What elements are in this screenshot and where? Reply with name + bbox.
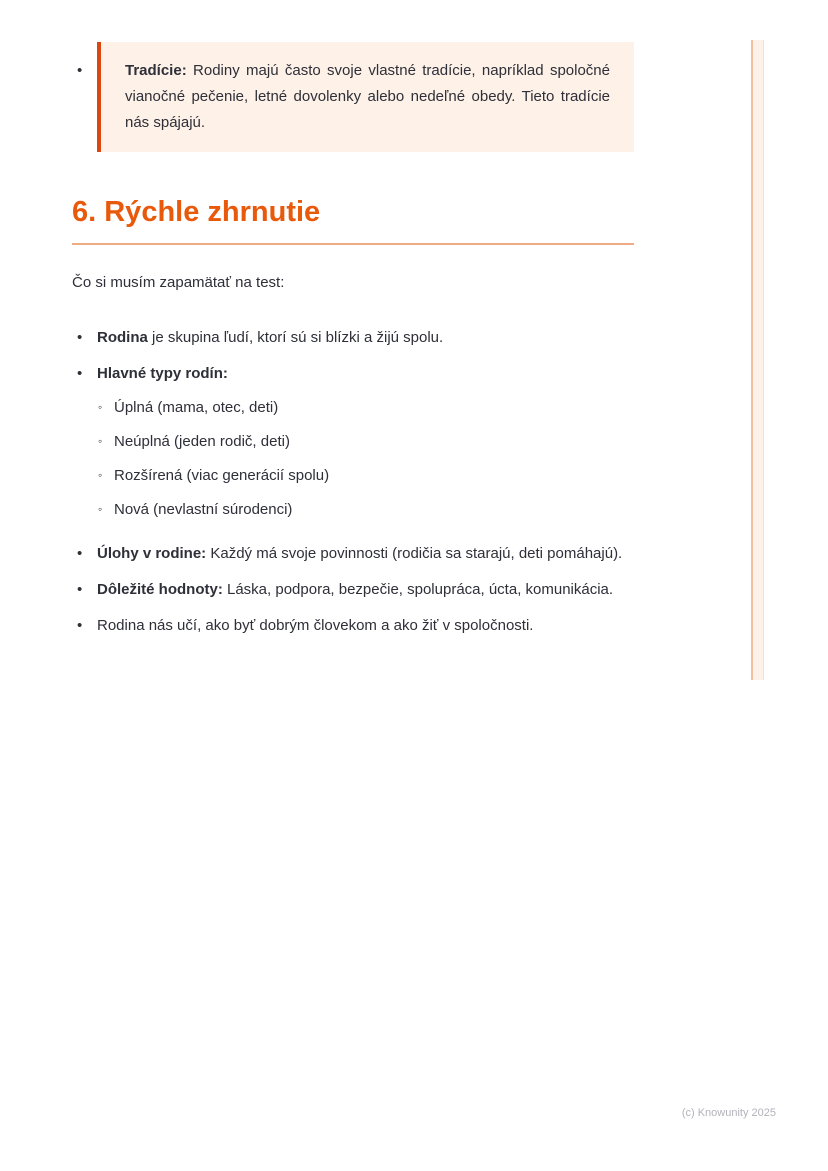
list-item-hodnoty	[72, 577, 634, 603]
list-item-body	[97, 541, 634, 567]
family-types-sublist	[97, 395, 634, 522]
sub-list-item	[97, 429, 634, 454]
list-item-body	[97, 325, 634, 351]
bullet-icon: •	[77, 581, 83, 598]
list-item-zaver	[72, 613, 634, 639]
sub-item-text: Úplná (mama, otec, deti)	[114, 399, 279, 416]
intro-text: Čo si musím zapamätať na test:	[72, 274, 285, 291]
callout-label: Tradície:	[125, 62, 187, 79]
item-bold: Dôležité hodnoty:	[97, 581, 223, 598]
callout-list-item	[72, 42, 634, 152]
list-item-text	[97, 541, 634, 567]
bullet-icon: •	[77, 62, 83, 79]
item-rest: Každý má svoje povinnosti (rodičia sa starajú, deti pomáhajú).	[206, 545, 623, 562]
list-item-body	[97, 577, 634, 603]
sub-item-text: Rozšírená (viac generácií spolu)	[114, 467, 330, 484]
sub-list-item	[97, 497, 634, 522]
list-item-text	[97, 325, 634, 351]
list-item-typy-rodin	[72, 361, 634, 531]
bullet-icon: •	[77, 329, 83, 346]
list-item-text	[97, 577, 634, 603]
list-item-body	[97, 613, 634, 639]
circle-bullet-icon: ◦	[98, 400, 103, 414]
item-bold: Úlohy v rodine:	[97, 545, 207, 562]
bullet-icon: •	[77, 365, 83, 382]
bullet-icon: •	[77, 545, 83, 562]
list-item-body	[97, 361, 634, 531]
item-bold: Rodina	[97, 329, 148, 346]
circle-bullet-icon: ◦	[98, 502, 103, 516]
page-edge-decoration	[751, 40, 764, 680]
circle-bullet-icon: ◦	[98, 434, 103, 448]
item-rest: Rodina nás učí, ako byť dobrým človekom a ako žiť v spoločnosti.	[97, 617, 534, 634]
sub-list-item	[97, 395, 634, 420]
callout-text: Rodiny majú často svoje vlastné tradície, napríklad spoločné vianočné pečenie, letné dovolenky alebo nedeľné obedy. Tieto tradície nás spájajú.	[125, 62, 610, 131]
item-rest: Láska, podpora, bezpečie, spolupráca, úcta, komunikácia.	[222, 581, 614, 598]
list-item-rodina	[72, 325, 634, 351]
section-title: 6. Rýchle zhrnutie	[72, 196, 634, 245]
item-rest: je skupina ľudí, ktorí sú si blízki a žijú spolu.	[147, 329, 444, 346]
sub-item-text: Neúplná (jeden rodič, deti)	[114, 433, 290, 450]
copyright: (c) Knowunity 2025	[681, 1107, 776, 1119]
circle-bullet-icon: ◦	[98, 468, 103, 482]
list-item-ulohy	[72, 541, 634, 567]
summary-list	[72, 325, 634, 639]
callout-paragraph	[125, 58, 610, 136]
tradicie-callout	[97, 42, 634, 152]
sub-list-item	[97, 463, 634, 488]
item-bold: Hlavné typy rodín:	[97, 365, 228, 382]
list-item-text	[97, 361, 634, 387]
sub-item-text: Nová (nevlastní súrodenci)	[114, 501, 293, 518]
bullet-icon: •	[77, 617, 83, 634]
list-item-text	[97, 613, 634, 639]
